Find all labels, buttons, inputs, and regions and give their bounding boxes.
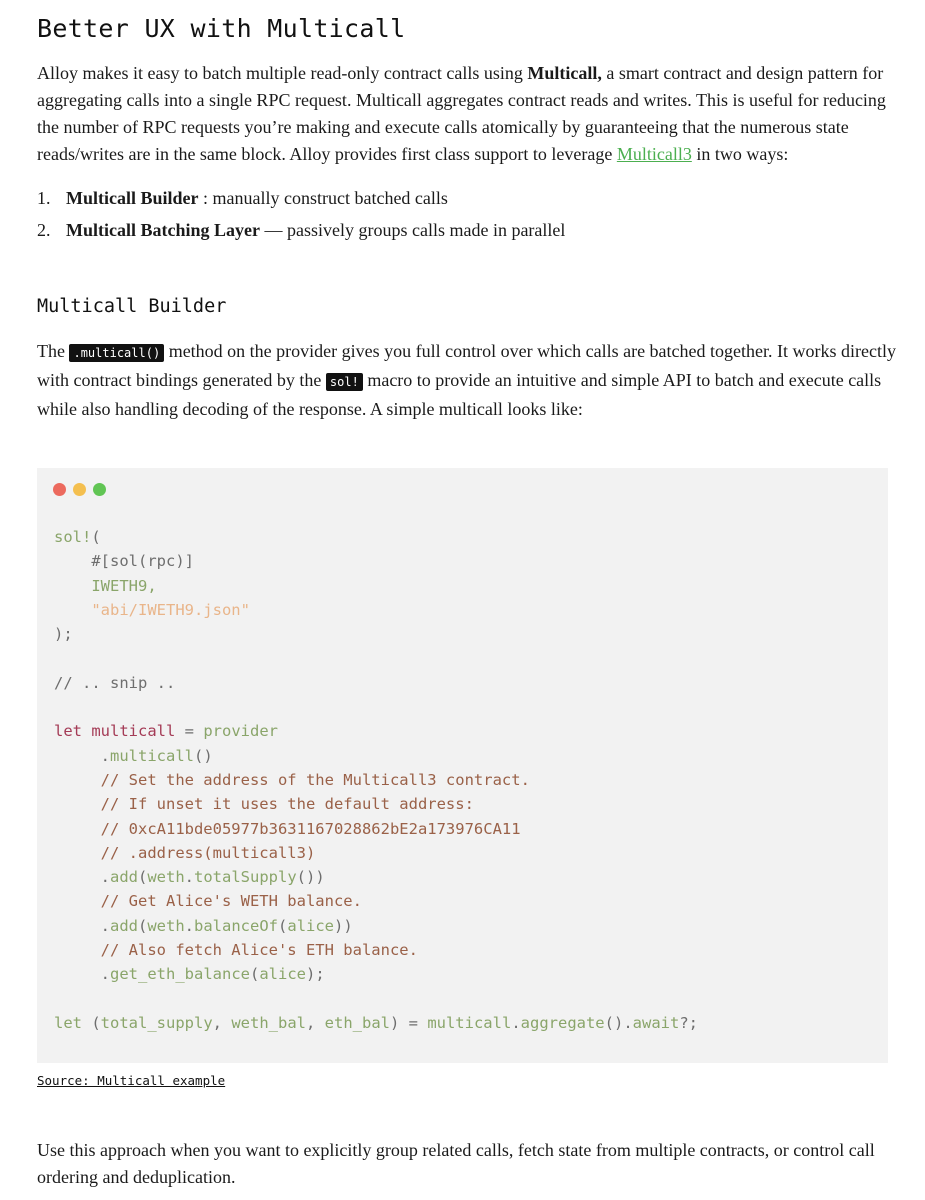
closing-paragraph: Use this approach when you want to explicitly group related calls, fetch state from multiple contracts, or control call ordering and deduplication. [37,1140,875,1187]
ways-list [37,182,907,246]
code-token: multicall [110,746,194,765]
code-token: add [110,916,138,935]
code-token: total_supply [100,1013,213,1032]
code-token: (). [604,1013,633,1032]
intro-text-1: Alloy makes it easy to batch multiple read-only contract calls using [37,63,528,83]
code-token: , [305,1013,325,1032]
inline-code-multicall: .multicall() [69,344,164,362]
code-token: ( [249,965,260,984]
list-number: 1. [37,188,51,208]
code-token: ( [138,868,148,887]
section-title: Multicall Builder [37,296,227,317]
code-token: let [54,722,82,741]
code-token: weth_bal [231,1013,306,1032]
code-token: let [54,1013,82,1032]
code-token: alice [287,916,335,935]
code-token: await [632,1013,680,1032]
code-line: IWETH9, [54,576,157,595]
article [37,0,907,1187]
code-token: ?; [679,1013,698,1032]
list-number: 2. [37,220,51,240]
code-token: add [110,868,138,887]
list-item [37,214,907,246]
code-token: . [511,1013,521,1032]
code-token: . [54,746,110,765]
list-item-text: : manually construct batched calls [198,188,448,208]
para2-text-1: The [37,341,70,361]
code-comment: // .address(multicall3) [54,843,316,862]
code-token: () [194,746,213,765]
code-comment: // If unset it uses the default address: [54,795,474,814]
page-title: Better UX with Multicall [37,14,406,43]
code-token: ( [91,528,101,546]
code-content [54,525,698,1035]
code-token: ( [138,916,148,935]
list-item-bold: Multicall Batching Layer [66,220,260,240]
multicall3-link[interactable]: Multicall3 [616,144,692,164]
code-token: . [184,868,195,887]
code-comment: // Get Alice's WETH balance. [54,892,362,911]
para2-text-2: method on the provider gives you full control over which calls are batched together. It works directly with contract bindings generated by the [37,341,896,390]
code-token: alice [259,965,306,984]
code-token: totalSupply [194,868,297,887]
code-token: get_eth_balance [110,965,250,984]
code-token: weth [147,868,185,887]
intro-bold: Multicall, [527,63,602,83]
code-block [37,468,888,1063]
code-token: weth [147,916,185,935]
code-comment: // Set the address of the Multicall3 contract. [54,770,530,789]
intro-text-3: in two ways: [691,144,789,164]
code-comment: // Also fetch Alice's ETH balance. [54,941,418,960]
code-token: ); [306,965,325,984]
code-token: . [184,916,195,935]
green-dot-icon [93,483,106,496]
code-token: ) = [389,1013,428,1032]
list-item-text: — passively groups calls made in parallel [259,220,566,240]
source-link[interactable]: Source: Multicall example [37,1073,226,1088]
red-dot-icon [53,483,66,496]
code-token: sol! [54,528,92,546]
code-token: , [212,1013,232,1032]
code-line: #[sol(rpc)] [54,552,194,571]
code-line: "abi/IWETH9.json" [54,600,250,619]
intro-text-2: a smart contract and design pattern for aggregating calls into a single RPC request. Multicall aggregates contract reads and writes. This is useful for reducing the number of RPC requests you’re making and execute calls atomically by guaranteeing that the numerous state reads/writes are in the same block. Alloy provides first class support to leverage [37,63,886,164]
code-comment: // 0xcA11bde05977b3631167028862bE2a173976CA11 [54,819,521,838]
code-token: multicall [427,1013,512,1032]
code-token: = [175,722,204,741]
code-token: ( [278,916,288,935]
intro-paragraph [37,60,907,168]
code-token: . [54,868,110,887]
code-token: . [54,965,110,984]
code-token: balanceOf [194,916,279,935]
builder-paragraph [37,338,907,423]
code-token: multicall [82,722,176,741]
code-token: ()) [296,868,325,887]
code-token: ( [82,1013,101,1032]
inline-code-sol: sol! [326,373,363,391]
para2-text-3: macro to provide an intuitive and simple API to batch and execute calls while also handling decoding of the response. A simple multicall looks like: [37,370,882,419]
code-token: eth_bal [324,1013,390,1032]
code-line: // .. snip .. [54,673,176,692]
yellow-dot-icon [73,483,86,496]
code-token: )) [334,916,353,935]
list-item-bold: Multicall Builder [66,188,199,208]
code-token: provider [203,722,278,741]
list-item [37,182,907,214]
code-token: . [54,916,110,935]
window-dots [53,483,106,496]
code-line: ); [54,625,73,644]
code-token: aggregate [520,1013,605,1032]
